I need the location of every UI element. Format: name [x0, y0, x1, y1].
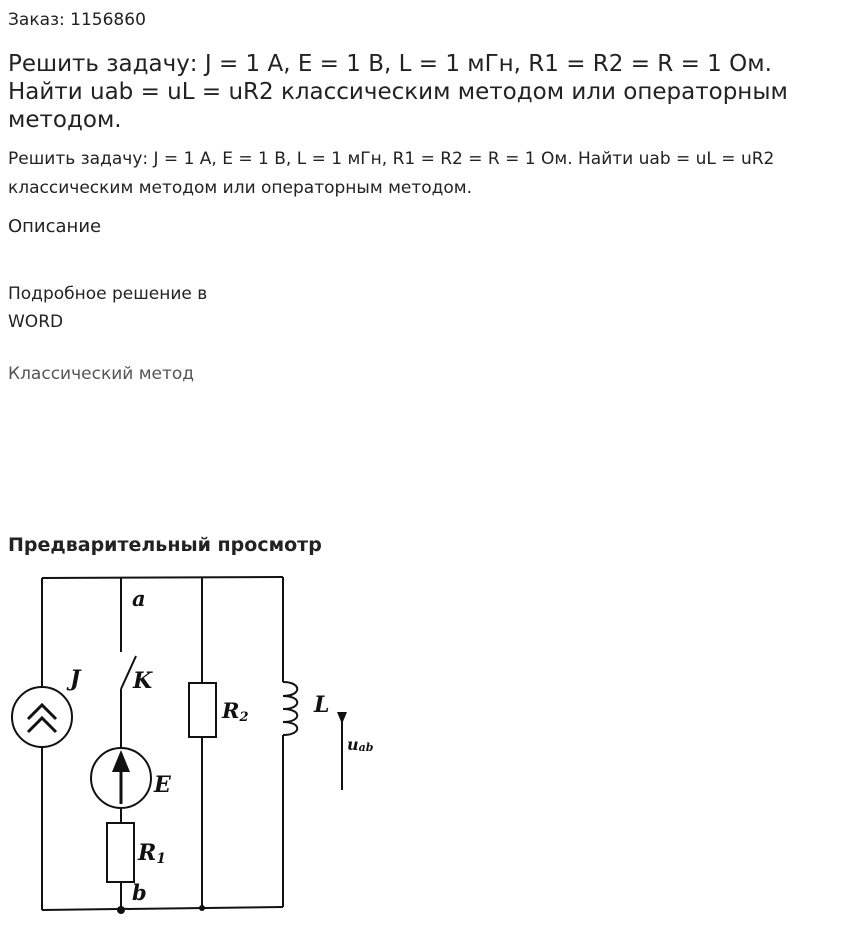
task-description: Решить задачу: J = 1 А, Е = 1 В, L = 1 мГн, R1 = R2 = R = 1 Ом. Найти uab = uL = uR2 классическим методом или операторным методом. [8, 149, 775, 198]
label-k: K [133, 668, 153, 694]
voltage-arrow-icon [337, 712, 347, 790]
order-number: Заказ: 1156860 [8, 10, 146, 30]
resistor-r1-icon [107, 823, 134, 882]
solution-note [8, 280, 268, 336]
task-title: Решить задачу: J = 1 А, Е = 1 В, L = 1 мГн, R1 = R2 = R = 1 Ом. Найти uab = uL = uR2 классическим методом или операторным методом. [8, 51, 788, 133]
solution-line-1: Подробное решение в [8, 284, 208, 304]
preview-heading: Предварительный просмотр [8, 534, 322, 556]
label-j: J [70, 666, 81, 692]
node-a-label: a [132, 586, 146, 611]
node-dot [199, 905, 205, 911]
method-label: Классический метод [8, 364, 195, 384]
label-r1: R1 [138, 840, 167, 867]
label-uab: uab [347, 735, 374, 754]
inductor-icon [283, 682, 297, 735]
current-source-icon [12, 687, 72, 747]
circuit-diagram [8, 572, 380, 924]
description-label: Описание [8, 216, 102, 237]
voltage-source-icon [91, 748, 151, 808]
resistor-r2-icon [189, 683, 216, 737]
node-b-dot [117, 906, 125, 914]
label-r2: R2 [222, 698, 249, 725]
solution-line-2: WORD [8, 312, 64, 332]
label-e: E [154, 772, 171, 798]
label-l: L [314, 692, 330, 718]
circuit-preview-image [8, 572, 380, 924]
node-b-label: b [132, 880, 147, 905]
